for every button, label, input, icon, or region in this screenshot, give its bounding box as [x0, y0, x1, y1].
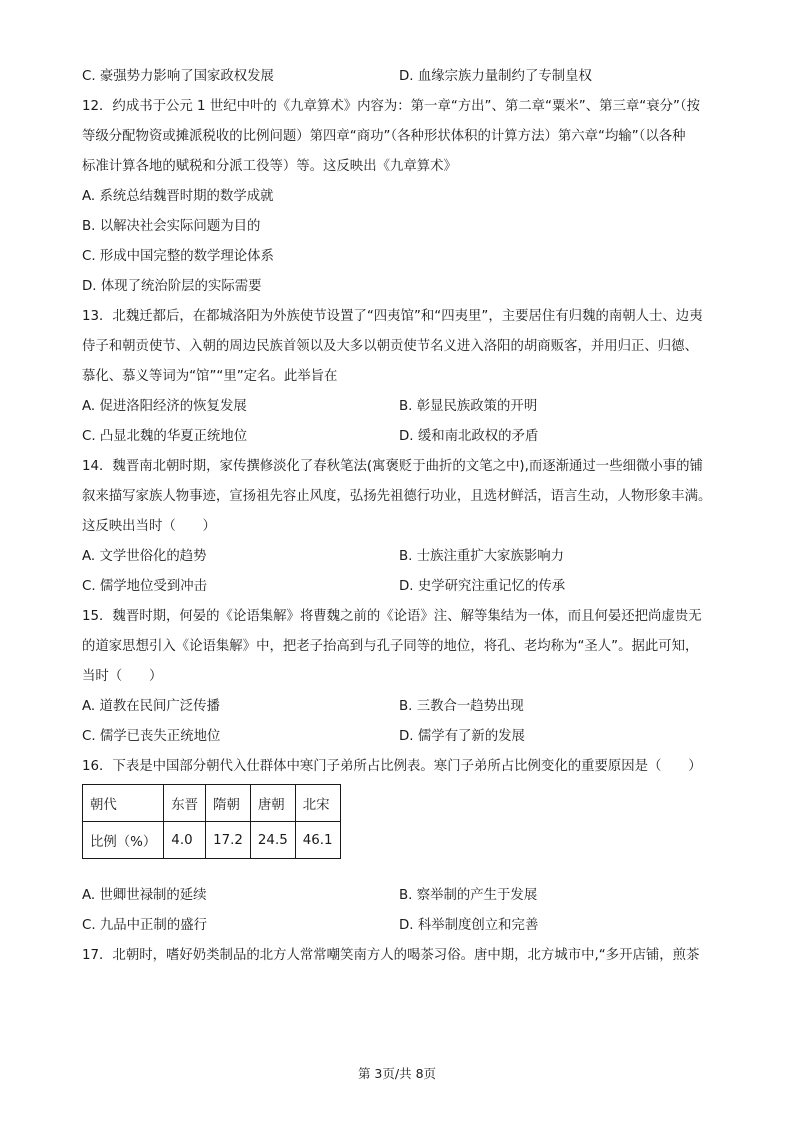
q11-option-d: D. 血缘宗族力量制约了专制皇权: [399, 69, 592, 84]
q15-options-row: [82, 692, 722, 722]
q12-option-a: A. 系统总结魏晋时期的数学成就: [82, 189, 274, 204]
q16-options-row: [82, 881, 722, 911]
q12-option-b: B. 以解决社会实际问题为目的: [82, 219, 261, 234]
table-cell: 北宋: [295, 785, 340, 822]
q12-stem-line: 12．约成书于公元 1 世纪中叶的《九章算术》内容为：第一章“方出”、第二章“粟米”、第三章“衰分”（按: [82, 99, 701, 114]
q13-stem-line: 侍子和朝贡使节、入朝的周边民族首领以及大多以朝贡使节名义进入洛阳的胡商贩客，并用归正、归德、: [82, 339, 698, 354]
q13-options-row: [82, 392, 722, 422]
q16-data-table: [82, 784, 341, 859]
q14-options-row: [82, 542, 722, 572]
table-cell: 唐朝: [250, 785, 295, 822]
table-cell: 朝代: [83, 785, 164, 822]
q15-stem-line: 当时（ ）: [82, 669, 163, 684]
q16-stem-line: 16．下表是中国部分朝代入仕群体中寒门子弟所占比例表。寒门子弟所占比例变化的重要原因是（ ）: [82, 759, 702, 774]
q16-option-b: B. 察举制的产生于发展: [399, 888, 538, 903]
q15-stem-line: 的道家思想引入《论语集解》中，把老子抬高到与孔子同等的地位，将孔、老均称为“圣人”。据此可知，: [82, 639, 699, 654]
table-cell: 比例（%）: [83, 822, 164, 859]
page-number-footer: 第 3页/共 8页: [357, 1066, 437, 1081]
q12-option-c: C. 形成中国完整的数学理论体系: [82, 249, 274, 264]
q14-stem-line: 14．魏晋南北朝时期，家传撰修淡化了春秋笔法(寓褒贬于曲折的文笔之中),而逐渐通过一些细微小事的铺: [82, 459, 703, 474]
table-row: [83, 822, 341, 859]
q14-stem-line: 这反映出当时（ ）: [82, 519, 216, 534]
q11-options-row: [82, 62, 722, 92]
q12-stem-line: 标准计算各地的赋税和分派工役等）等。这反映出《九章算术》: [82, 159, 457, 174]
q13-option-a: A. 促进洛阳经济的恢复发展: [82, 399, 247, 414]
table-cell: 46.1: [295, 822, 340, 859]
q13-stem-line: 慕化、慕义等词为“馆”“里”定名。此举旨在: [82, 369, 338, 384]
table-header-row: [83, 785, 341, 822]
q16-options-row: [82, 911, 722, 941]
q15-option-a: A. 道教在民间广泛传播: [82, 699, 220, 714]
table-cell: 4.0: [164, 822, 206, 859]
q16-option-d: D. 科举制度创立和完善: [399, 918, 539, 933]
q14-option-c: C. 儒学地位受到冲击: [82, 579, 207, 594]
table-cell: 17.2: [206, 822, 251, 859]
q13-option-b: B. 彰显民族政策的开明: [399, 399, 538, 414]
q15-option-c: C. 儒学已丧失正统地位: [82, 729, 221, 744]
q14-option-d: D. 史学研究注重记忆的传承: [399, 579, 566, 594]
table-cell: 隋朝: [206, 785, 251, 822]
q11-option-c: C. 豪强势力影响了国家政权发展: [82, 69, 274, 84]
page-content: [82, 62, 722, 971]
table-cell: 东晋: [164, 785, 206, 822]
q15-options-row: [82, 722, 722, 752]
q17-stem-line: 17．北朝时，嗜好奶类制品的北方人常常嘲笑南方人的喝茶习俗。唐中期，北方城市中,“多开店铺，煎茶: [82, 948, 700, 963]
q13-stem-line: 13．北魏迁都后，在都城洛阳为外族使节设置了“四夷馆”和“四夷里”，主要居住有归魏的南朝人士、边夷: [82, 309, 703, 324]
q13-option-d: D. 缓和南北政权的矛盾: [399, 429, 539, 444]
q13-option-c: C. 凸显北魏的华夏正统地位: [82, 429, 248, 444]
q16-option-a: A. 世卿世禄制的延续: [82, 888, 207, 903]
q15-stem-line: 15．魏晋时期，何晏的《论语集解》将曹魏之前的《论语》注、解等集结为一体，而且何晏还把尚虚贵无: [82, 609, 702, 624]
q15-option-b: B. 三教合一趋势出现: [399, 699, 524, 714]
q14-stem-line: 叙来描写家族人物事迹，宣扬祖先容止风度，弘扬先祖德行功业，且选材鲜活，语言生动，人物形象丰满。: [82, 489, 712, 504]
table-cell: 24.5: [250, 822, 295, 859]
q13-options-row: [82, 422, 722, 452]
q15-option-d: D. 儒学有了新的发展: [399, 729, 525, 744]
q14-options-row: [82, 572, 722, 602]
q12-option-d: D. 体现了统治阶层的实际需要: [82, 279, 262, 294]
q14-option-a: A. 文学世俗化的趋势: [82, 549, 207, 564]
q12-stem-line: 等级分配物资或摊派税收的比例问题）第四章“商功”（各种形状体积的计算方法）第六章“均输”（以各种: [82, 129, 686, 144]
q14-option-b: B. 士族注重扩大家族影响力: [399, 549, 564, 564]
q16-option-c: C. 九品中正制的盛行: [82, 918, 207, 933]
